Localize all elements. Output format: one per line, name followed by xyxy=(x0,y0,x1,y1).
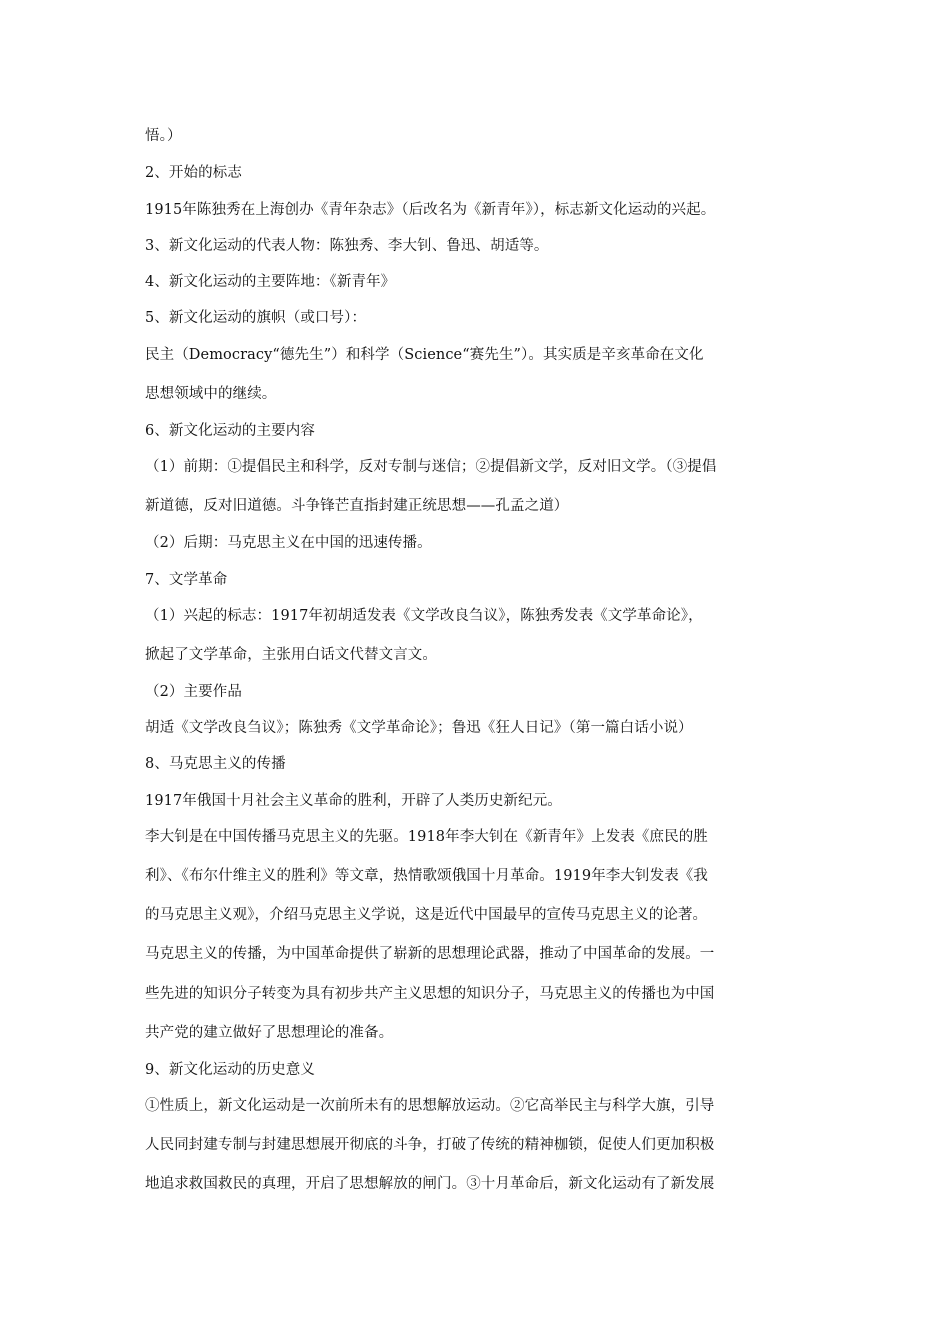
section-heading: 8、马克思主义的传播 xyxy=(145,756,286,772)
text-line: 些先进的知识分子转变为具有初步共产主义思想的知识分子，马克思主义的传播也为中国 xyxy=(145,986,715,1002)
text-line: ①性质上，新文化运动是一次前所未有的思想解放运动。②它高举民主与科学大旗，引导 xyxy=(145,1098,715,1114)
section-heading: 4、新文化运动的主要阵地：《新青年》 xyxy=(145,274,396,290)
text-line: 的马克思主义观》，介绍马克思主义学说，这是近代中国最早的宣传马克思主义的论著。 xyxy=(145,907,708,923)
text-line: （1）兴起的标志：1917年初胡适发表《文学改良刍议》，陈独秀发表《文学革命论》， xyxy=(145,608,703,624)
text-line: （1）前期：①提倡民主和科学，反对专制与迷信；②提倡新文学，反对旧文学。（③提倡 xyxy=(145,459,717,475)
text-line: 1915年陈独秀在上海创办《青年杂志》（后改名为《新青年》），标志新文化运动的兴起。 xyxy=(145,202,716,218)
text-line: 地追求救国救民的真理，开启了思想解放的闸门。③十月革命后，新文化运动有了新发展 xyxy=(145,1176,715,1192)
section-heading: 5、新文化运动的旗帜（或口号）： xyxy=(145,310,367,326)
text-line: 新道德，反对旧道德。斗争锋芒直指封建正统思想——孔孟之道） xyxy=(145,498,569,514)
text-line: 悟。） xyxy=(145,128,182,144)
text-line: （2）主要作品 xyxy=(145,684,242,700)
section-heading: 2、开始的标志 xyxy=(145,165,242,181)
section-heading: 6、新文化运动的主要内容 xyxy=(145,423,315,439)
text-line: 掀起了文学革命，主张用白话文代替文言文。 xyxy=(145,647,437,663)
section-heading: 3、新文化运动的代表人物：陈独秀、李大钊、鲁迅、胡适等。 xyxy=(145,238,549,254)
text-line: 共产党的建立做好了思想理论的准备。 xyxy=(145,1025,394,1041)
section-heading: 9、新文化运动的历史意义 xyxy=(145,1062,315,1078)
text-line: 马克思主义的传播，为中国革命提供了崭新的思想理论武器，推动了中国革命的发展。一 xyxy=(145,946,715,962)
text-line: 民主（Democracy“德先生”）和科学（Science“赛先生”）。其实质是辛亥革命在文化 xyxy=(145,347,704,363)
text-line: 思想领域中的继续。 xyxy=(145,386,277,402)
text-line: 利》、《布尔什维主义的胜利》等文章，热情歌颂俄国十月革命。1919年李大钊发表《我 xyxy=(145,868,708,884)
section-heading: 7、文学革命 xyxy=(145,572,228,588)
text-line: 李大钊是在中国传播马克思主义的先驱。1918年李大钊在《新青年》上发表《庶民的胜 xyxy=(145,829,708,845)
text-line: （2）后期：马克思主义在中国的迅速传播。 xyxy=(145,535,432,551)
text-line: 1917年俄国十月社会主义革命的胜利，开辟了人类历史新纪元。 xyxy=(145,793,562,809)
text-line: 人民同封建专制与封建思想展开彻底的斗争，打破了传统的精神枷锁，促使人们更加积极 xyxy=(145,1137,715,1153)
text-line: 胡适《文学改良刍议》；陈独秀《文学革命论》；鲁迅《狂人日记》（第一篇白话小说） xyxy=(145,720,693,736)
